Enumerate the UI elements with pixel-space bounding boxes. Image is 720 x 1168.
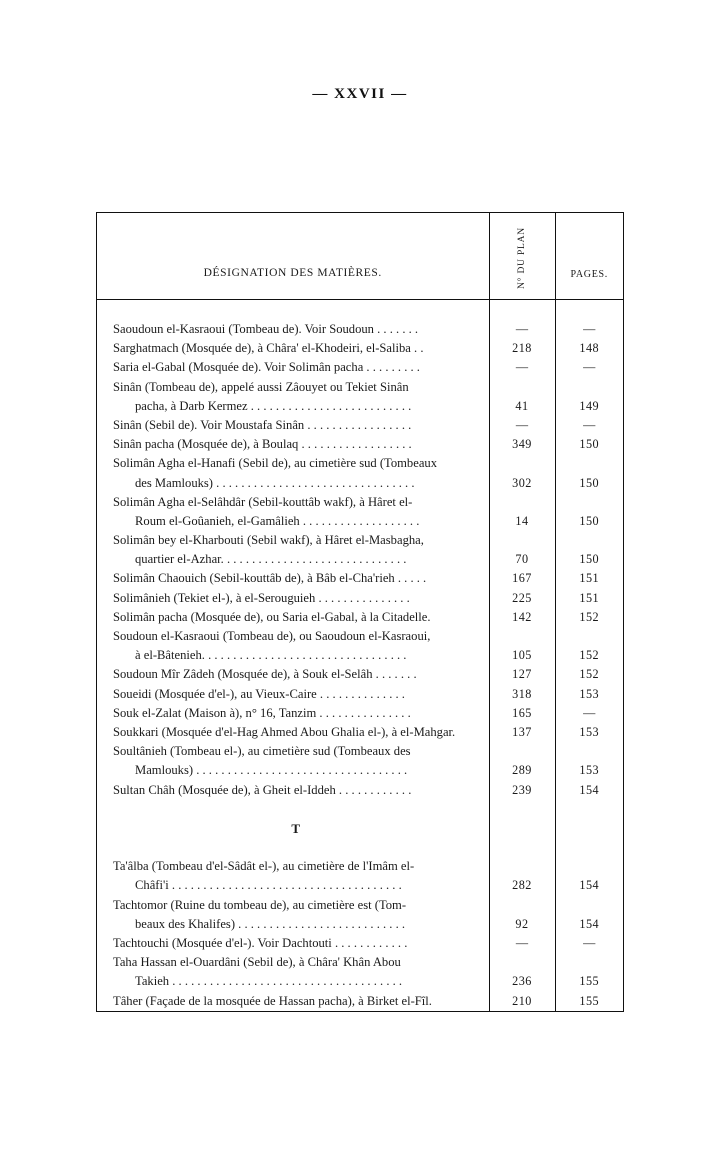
page-number: 152 [579, 609, 600, 624]
index-entry: Soudoun Mîr Zâdeh (Mosquée de), à Souk el-Selâh . . . . . . . [113, 667, 417, 682]
plan-number: 302 [512, 475, 532, 490]
index-entry: Taha Hassan el-Ouardâni (Sebil de), à Châra' Khân Abou [113, 955, 401, 970]
blank-line [113, 838, 479, 857]
plan-number: 105 [512, 648, 532, 663]
plan-number-list [490, 320, 555, 1011]
page-number [556, 819, 624, 838]
page-number [556, 531, 624, 550]
page-number [556, 378, 624, 397]
index-entry: pacha, à Darb Kermez . . . . . . . . . . . . . . . . . . . . . . . . . . [135, 398, 412, 413]
page-number: 153 [579, 724, 600, 739]
page-number: 153 [579, 763, 600, 778]
plan-number: 41 [515, 398, 529, 413]
page-number: 151 [579, 571, 600, 586]
plan-number [490, 800, 555, 819]
index-entry: Saoudoun el-Kasraoui (Tombeau de). Voir Soudoun . . . . . . . [113, 322, 419, 336]
page-number-list [556, 320, 624, 1011]
index-entry: Sinân pacha (Mosquée de), à Boulaq . . . . . . . . . . . . . . . . . . [113, 437, 412, 452]
index-entry: Solimân Agha el-Selâhdâr (Sebil-kouttâb wakf), à Hâret el- [113, 494, 413, 509]
column-header-plan-label: N° DU PLAN [516, 227, 527, 289]
plan-number [490, 819, 555, 838]
page-number-dash: — [583, 705, 596, 720]
index-entry: Sinân (Tombeau de), appelé aussi Zâouyet ou Tekiet Sinân [113, 379, 409, 394]
index-entry: beaux des Khalifes) . . . . . . . . . . . . . . . . . . . . . . . . . . . [135, 916, 406, 931]
page-number: 152 [579, 648, 600, 663]
page-number [556, 896, 624, 915]
page-number: 155 [579, 993, 600, 1008]
page-number [556, 493, 624, 512]
plan-number [490, 857, 555, 876]
plan-number: 239 [512, 782, 532, 797]
index-entry: Takieh . . . . . . . . . . . . . . . . . . . . . . . . . . . . . . . . . . . . . [135, 974, 403, 989]
index-table-container [96, 212, 624, 1012]
index-entry: Sarghatmach (Mosquée de), à Châra' el-Khodeiri, el-Saliba . . [113, 341, 424, 356]
top-spacer-pages [556, 300, 624, 320]
column-header-matter: DÉSIGNATION DES MATIÈRES. [97, 213, 489, 300]
plan-number-dash: — [515, 360, 529, 375]
column-header-plan [489, 213, 555, 300]
page-number [556, 857, 624, 876]
index-entry: Solimân pacha (Mosquée de), ou Saria el-Gabal, à la Citadelle. [113, 609, 431, 624]
index-entry: Tachtomor (Ruine du tombeau de), au cimetière est (Tom- [113, 897, 407, 912]
index-table [97, 213, 623, 1011]
page-number: 150 [579, 513, 600, 528]
index-entry: Tâher (Façade de la mosquée de Hassan pacha), à Birket el-Fîl. [113, 993, 432, 1008]
index-entry: quartier el-Azhar. . . . . . . . . . . . . . . . . . . . . . . . . . . . . . [135, 552, 407, 567]
page-number [556, 838, 624, 857]
page-number: 154 [579, 782, 600, 797]
plan-number [490, 896, 555, 915]
plan-number [490, 493, 555, 512]
index-entry: Châfi'i . . . . . . . . . . . . . . . . . . . . . . . . . . . . . . . . . . . . . [135, 878, 402, 893]
page-number [556, 800, 624, 819]
index-entry: Solimân Chaouich (Sebil-kouttâb de), à Bâb el-Cha'rieh . . . . . [113, 571, 427, 586]
section-letter: T [291, 820, 301, 836]
page-number [556, 454, 624, 473]
page-number: 148 [579, 341, 600, 356]
plan-number: 137 [512, 724, 532, 739]
column-header-pages: PAGES. [555, 213, 623, 300]
plan-number-dash: — [515, 936, 529, 950]
plan-number [490, 953, 555, 972]
plan-number: 289 [512, 763, 532, 778]
page-number: 154 [579, 916, 600, 931]
index-entry: Solimân Agha el-Hanafi (Sebil de), au cimetière sud (Tombeaux [113, 456, 438, 471]
page-number [556, 742, 624, 761]
plan-number-column [489, 300, 555, 1011]
index-entry: Soueidi (Mosquée d'el-), au Vieux-Caire . . . . . . . . . . . . . . [113, 686, 405, 701]
plan-number [490, 742, 555, 761]
index-entry: Sultan Châh (Mosquée de), à Gheit el-Iddeh . . . . . . . . . . . . [113, 782, 412, 797]
plan-number: 282 [512, 878, 532, 893]
index-entry: Ta'âlba (Tombeau d'el-Sâdât el-), au cimetière de l'Imâm el- [113, 859, 415, 874]
plan-number: 210 [512, 993, 532, 1008]
plan-number [490, 454, 555, 473]
plan-number: 236 [512, 974, 532, 989]
page-folio: — XXVII — [312, 86, 408, 102]
index-entry: à el-Bâtenieh. . . . . . . . . . . . . . . . . . . . . . . . . . . . . . . . . [135, 648, 407, 663]
index-entry: Roum el-Goûanieh, el-Gamâlieh . . . . . . . . . . . . . . . . . . . [135, 513, 420, 528]
plan-number: 349 [512, 437, 532, 452]
top-spacer-plan [490, 300, 555, 320]
plan-number [490, 627, 555, 646]
entry-list [113, 320, 479, 1011]
plan-number: 127 [512, 667, 532, 682]
page-number-column [555, 300, 623, 1011]
page-number: 151 [579, 590, 600, 605]
index-entry: Tachtouchi (Mosquée d'el-). Voir Dachtouti . . . . . . . . . . . . [113, 936, 408, 950]
index-entry: Solimânieh (Tekiet el-), à el-Serouguieh . . . . . . . . . . . . . . . [113, 590, 410, 605]
plan-number: 167 [512, 571, 532, 586]
page-number: 154 [579, 878, 600, 893]
page-number: 149 [579, 398, 600, 413]
plan-number: 225 [512, 590, 532, 605]
index-entry: Saria el-Gabal (Mosquée de). Voir Solimân pacha . . . . . . . . . [113, 360, 420, 375]
page-number: 153 [579, 686, 600, 701]
matter-column [97, 300, 489, 1011]
page-number: 150 [579, 437, 600, 452]
plan-number: 165 [512, 705, 532, 720]
plan-number-dash: — [515, 417, 529, 432]
page-number-dash: — [583, 417, 596, 432]
plan-number: 218 [512, 341, 532, 356]
index-entry: Soudoun el-Kasraoui (Tombeau de), ou Saoudoun el-Kasraoui, [113, 629, 431, 643]
index-entry: Mamlouks) . . . . . . . . . . . . . . . . . . . . . . . . . . . . . . . . . . [135, 763, 408, 778]
page-number-dash: — [583, 360, 596, 375]
page-number: 150 [579, 475, 600, 490]
table-body-row [97, 300, 623, 1011]
plan-number-dash: — [515, 322, 529, 336]
index-entry: Solimân bey el-Kharbouti (Sebil wakf), à Hâret el-Masbagha, [113, 533, 424, 548]
page-number [556, 627, 624, 646]
plan-number: 70 [515, 552, 529, 567]
plan-number [490, 838, 555, 857]
index-entry: Souk el-Zalat (Maison à), n° 16, Tanzim . . . . . . . . . . . . . . . [113, 705, 411, 720]
table-header-row [97, 213, 623, 300]
page-number-dash: — [583, 936, 596, 950]
document-page [0, 86, 720, 1168]
index-entry: des Mamlouks) . . . . . . . . . . . . . . . . . . . . . . . . . . . . . . . . [135, 475, 415, 490]
blank-line [113, 800, 479, 819]
plan-number [490, 531, 555, 550]
page-number: 150 [579, 552, 600, 567]
page-number-dash: — [583, 322, 596, 336]
page-number: 155 [579, 974, 600, 989]
plan-number: 142 [512, 609, 532, 624]
index-entry: Soultânieh (Tombeau el-), au cimetière sud (Tombeaux des [113, 744, 411, 759]
plan-number: 14 [515, 513, 529, 528]
plan-number: 92 [515, 916, 529, 931]
plan-number: 318 [512, 686, 532, 701]
page-number [556, 953, 624, 972]
page-number: 152 [579, 667, 600, 682]
top-spacer [113, 300, 479, 320]
index-entry: Sinân (Sebil de). Voir Moustafa Sinân . . . . . . . . . . . . . . . . . [113, 417, 412, 432]
index-entry: Soukkari (Mosquée d'el-Hag Ahmed Abou Ghalia el-), à el-Mahgar. [113, 724, 456, 739]
plan-number [490, 378, 555, 397]
